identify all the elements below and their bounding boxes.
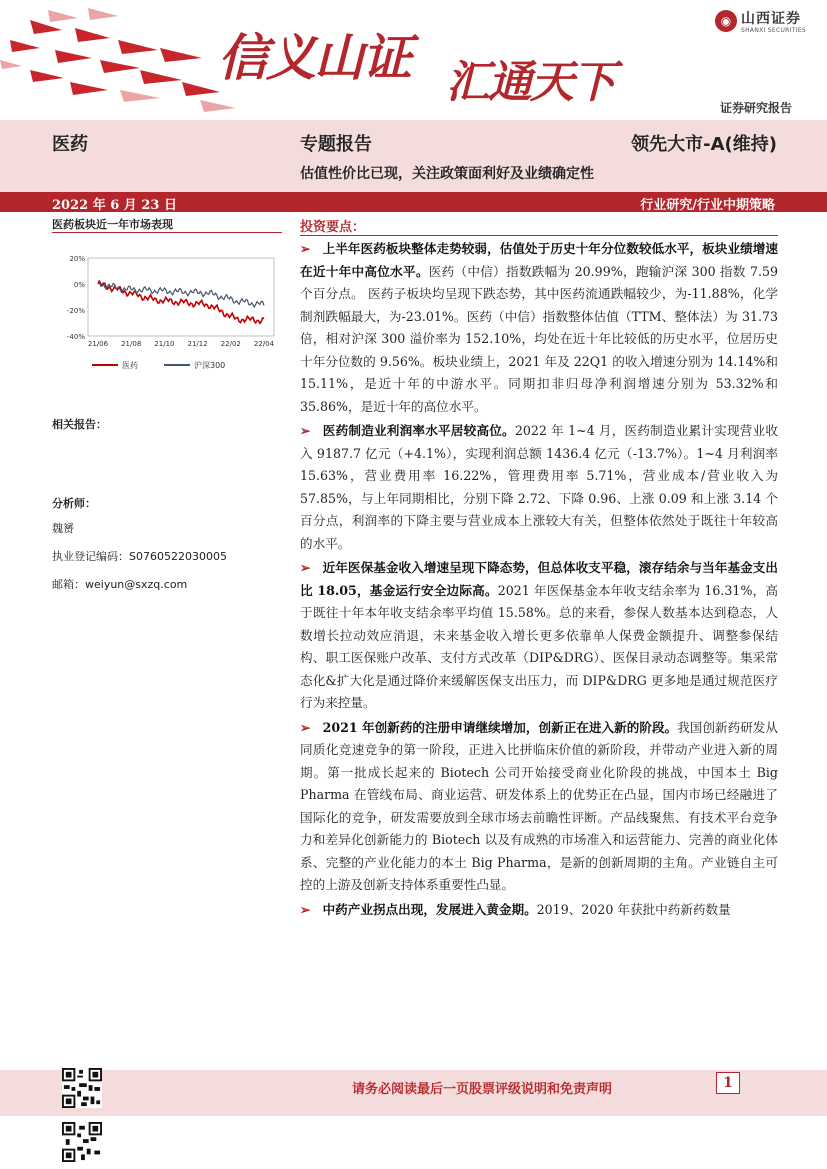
license-number: 执业登记编码：S0760522030005 [52, 550, 227, 563]
x-tick-label: 21/06 [87, 340, 109, 348]
report-date: 2022 年 6 月 23 日 [52, 198, 177, 213]
company-logo [715, 8, 815, 38]
logo-name-en: SHANXI SECURITIES [741, 27, 806, 34]
analyst-email[interactable]: 邮箱：weiyun@sxzq.com [52, 578, 188, 591]
chart-title: 医药板块近一年市场表现 [52, 216, 282, 233]
report-topic: 专题报告 [300, 134, 372, 155]
series-line-pharma [98, 281, 264, 323]
plot-frame [88, 258, 274, 336]
disclaimer-notice[interactable]: 请务必阅读最后一页股票评级说明和免责声明 [352, 1082, 613, 1097]
key-point-1 [300, 238, 778, 418]
arrow-bullet-icon: ➢ [300, 241, 311, 256]
related-reports-label: 相关报告： [52, 418, 107, 431]
report-type: 证券研究报告 [720, 101, 793, 115]
x-tick-label: 21/12 [187, 340, 208, 348]
key-point-3 [300, 557, 778, 715]
key-point-3-heading: 近年医保基金收入增速呈现下降态势，但总体收支平稳，滚存结余与当年基金支出比 18.05，基金运行安全边际高。 [300, 560, 778, 598]
key-point-2-body: 2022 年 1~4 月，医药制造业累计实现营业收入 9187.7 亿元（+4.1%），实现利润总额 1436.4 亿元（-13.7%）。1~4 月利润率 15.63%，营业费用率 16.22%，管理费用率 5.71%，营业成本/营业收入为 57.85%，与上年同期相比，分别下降 2.72、下降 0.96、上涨 0.09 和上涨 3.14 个百分点，利润率的下降主要与营业成本上涨较大有关，但整体依然处于既往十年较高的水平。 [300, 423, 779, 551]
key-point-5 [300, 899, 778, 922]
key-point-5-heading: 中药产业拐点出现，发展进入黄金期。 [322, 901, 537, 917]
slogan-part1: 信义山证 [218, 29, 410, 87]
x-tick-label: 22/02 [220, 340, 241, 348]
key-points-section [300, 216, 778, 921]
x-tick-label: 22/04 [253, 340, 275, 348]
analyst-label: 分析师： [52, 497, 96, 510]
qr-code-icon [62, 1068, 102, 1108]
key-point-5-body: 2019、2020 年获批中药新药数量 [536, 901, 731, 917]
analyst-name: 魏赟 [52, 522, 74, 535]
qr-code-icon [62, 1122, 102, 1162]
logo-name-cn: 山西证券 [741, 11, 801, 27]
logo-mark-icon: ◉ [715, 10, 737, 32]
legend-label: 医药 [122, 361, 138, 370]
header-banner [0, 0, 827, 120]
market-performance-chart [52, 240, 282, 380]
key-point-4-body: 我国创新药研发从同质化竞速竞争的第一阶段，正进入比拼临床价值的新阶段，并带动产业进入新的周期。第一批成长起来的 Biotech 公司开始接受商业化阶段的挑战，中国本土 Big Pharma 在管线布局、商业运营、研发体系上的优势正在凸显，国内市场已经融进了国际化的竞争，研发需要放到全球市场去前瞻性评断。产品线聚焦、有技术平台竞争力和差异化创新能力的 Biotech 以及有成熟的市场准入和运营能力、完善的商业化体系、完整的产业化能力的本土 Big Pharma，是新的创新周期的主角。产业链自主可控的上游及创新支持体系重要性凸显。 [300, 719, 779, 892]
arrow-bullet-icon: ➢ [300, 901, 311, 917]
key-point-4-heading: 2021 年创新药的注册申请继续增加，创新正在进入新的阶段。 [322, 719, 678, 735]
report-subtitle: 估值性价比已现，关注政策面利好及业绩确定性 [300, 166, 594, 182]
key-point-1-body: 医药（中信）指数跌幅为 20.99%，跑输沪深 300 指数 7.59 个百分点。 医药子板块均呈现下跌态势，其中医药流通跌幅较少，为-11.88%，化学制剂跌幅最大，为-23.01%。医药（中信）指数整体估值（TTM、整体法）为 31.73 倍，相对沪深 300 溢价率为 152.10%，均处在近十年比较低的历史水平，位居历史十年分位数的 9.56%。板块业绩上，2021 年及 22Q1 的收入增速分别为 14.14%和 15.11%，是近十年的中游水平。同期扣非归母净利润增速分别为 53.32%和 35.86%，是近十年的高位水平。 [300, 263, 778, 414]
arrow-bullet-icon: ➢ [300, 423, 311, 438]
sector-name: 医药 [52, 134, 88, 155]
key-point-2-heading: 医药制造业利润率水平居较高位。 [322, 423, 515, 438]
y-tick-label: 20% [69, 255, 85, 263]
y-tick-label: -20% [66, 307, 85, 315]
y-tick-label: 0% [73, 281, 85, 289]
x-tick-label: 21/08 [121, 340, 142, 348]
key-point-4 [300, 717, 778, 897]
report-category: 行业研究/行业中期策略 [640, 198, 775, 213]
rating: 领先大市-A(维持) [631, 134, 777, 155]
y-tick-label: -40% [66, 333, 85, 341]
key-point-1-heading: 上半年医药板块整体走势较弱，估值处于历史十年分位数较低水平，板块业绩增速在近十年中高位水平。 [300, 241, 778, 279]
arrow-bullet-icon: ➢ [300, 560, 311, 575]
key-point-2 [300, 420, 778, 555]
arrow-bullet-icon: ➢ [300, 719, 311, 735]
key-points-title: 投资要点： [300, 216, 778, 236]
page-number: 1 [716, 1072, 740, 1094]
x-tick-label: 21/10 [154, 340, 175, 348]
legend-label: 沪深300 [194, 361, 226, 370]
key-point-3-body: 2021 年医保基金本年收支结余率为 16.31%，高于既往十年本年收支结余率平均值 15.58%。总的来看，参保人数基本达到稳态，人数增长拉动效应消退，未来基金收入增长更多依靠单人保费金额提升、调整参保结构、职工医保账户改革、支付方式改革（DIP&DRG）、医保目录动态调整等。集采常态化&扩大化是通过降价来缓解医保支出压力，而 DIP&DRG 更多地是通过规范医疗行为来控量。 [300, 582, 778, 710]
slogan-part2: 汇通天下 [446, 57, 614, 108]
